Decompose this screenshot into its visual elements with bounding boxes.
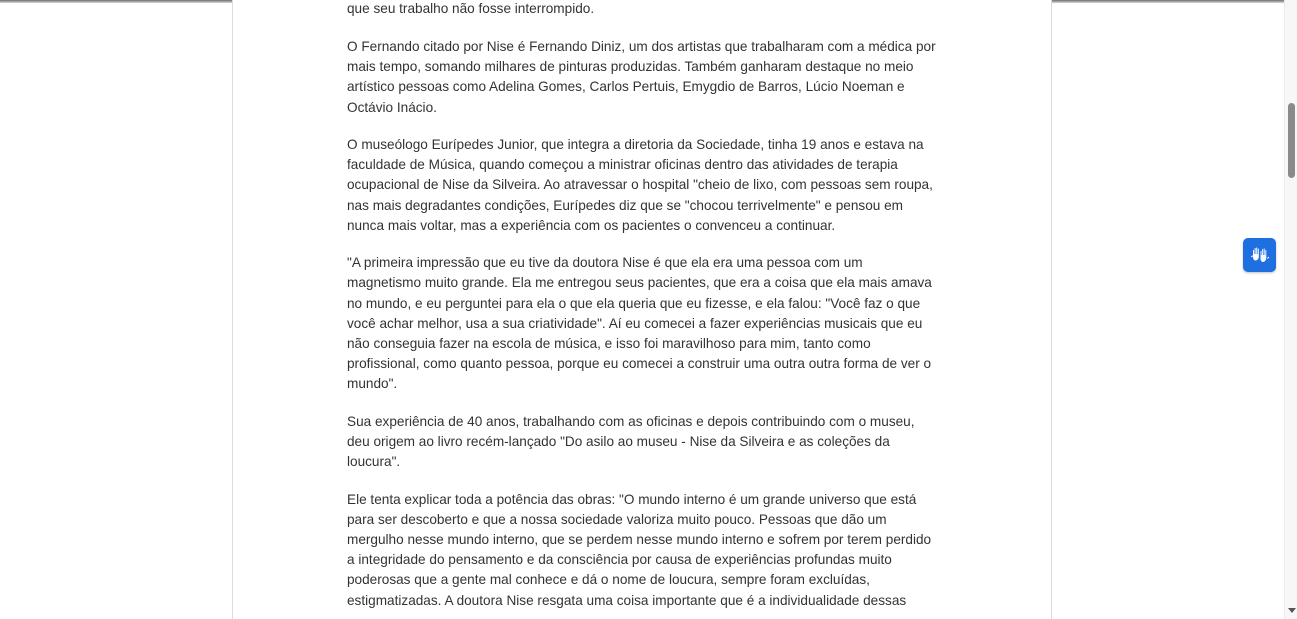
article-container [232,0,1052,619]
article-paragraph-2: O museólogo Eurípedes Junior, que integra a diretoria da Sociedade, tinha 19 anos e estava na faculdade de Música, quando começou a ministrar oficinas dentro das atividades de terapia ocupacional de Nise da Silveira. Ao atravessar o hospital "cheio de lixo, com pessoas sem roupa, nas mais degradantes condições, Eurípedes diz que se "chocou terrivelmente" e pensou em nunca mais voltar, mas a experiência com os pacientes o convenceu a continuar. [347,137,933,233]
article-paragraphs [347,37,939,619]
scrollbar-thumb[interactable] [1288,103,1295,178]
article-paragraph-4: Sua experiência de 40 anos, trabalhando com as oficinas e depois contribuindo com o museu, deu origem ao livro recém-lançado "Do asilo ao museu - Nise da Silveira e as coleções da loucura". [347,413,915,470]
vertical-scrollbar[interactable] [1284,0,1297,619]
sign-language-accessibility-button[interactable] [1243,238,1276,272]
article-paragraph-0: que seu trabalho não fosse interrompido. [347,1,595,16]
article-paragraph-3: "A primeira impressão que eu tive da doutora Nise é que ela era uma pessoa com um magnetismo muito grande. Ela me entregou seus pacientes, que era a coisa que ela mais amava no mundo, e eu perguntei para ela o que ela queria que eu fizesse, e ela falou: "Você faz o que você achar melhor, usa a sua criatividade". Aí eu comecei a fazer experiências musicais que eu não conseguia fazer na escola de música, e isso foi maravilhoso para mim, tanto como profissional, como quanto pessoa, porque eu comecei a construir uma outra outra forma de ver o mundo". [347,255,932,392]
article-paragraph-1: O Fernando citado por Nise é Fernando Diniz, um dos artistas que trabalharam com a médica por mais tempo, somando milhares de pinturas produzidas. Também ganharam destaque no meio artístico pessoas como Adelina Gomes, Carlos Pertuis, Emygdio de Barros, Lúcio Noeman e Octávio Inácio. [347,39,936,115]
scroll-down-arrow-icon[interactable] [1288,608,1296,613]
article-paragraph-5: Ele tenta explicar toda a potência das obras: "O mundo interno é um grande universo que está para ser descoberto e que a nossa sociedade valoriza muito pouco. Pessoas que dão um mergulho nesse mundo interno, que se perdem nesse mundo interno e sofrem por terem perdido a integridade do pensamento e da consciência por causa de experiências profundas muito poderosas que a gente mal conhece e dá o nome de loucura, sempre foram excluídas, estigmatizadas. A doutora Nise resgata uma coisa importante que é a individualidade dessas [347,491,932,608]
sign-language-hands-icon [1250,246,1270,264]
